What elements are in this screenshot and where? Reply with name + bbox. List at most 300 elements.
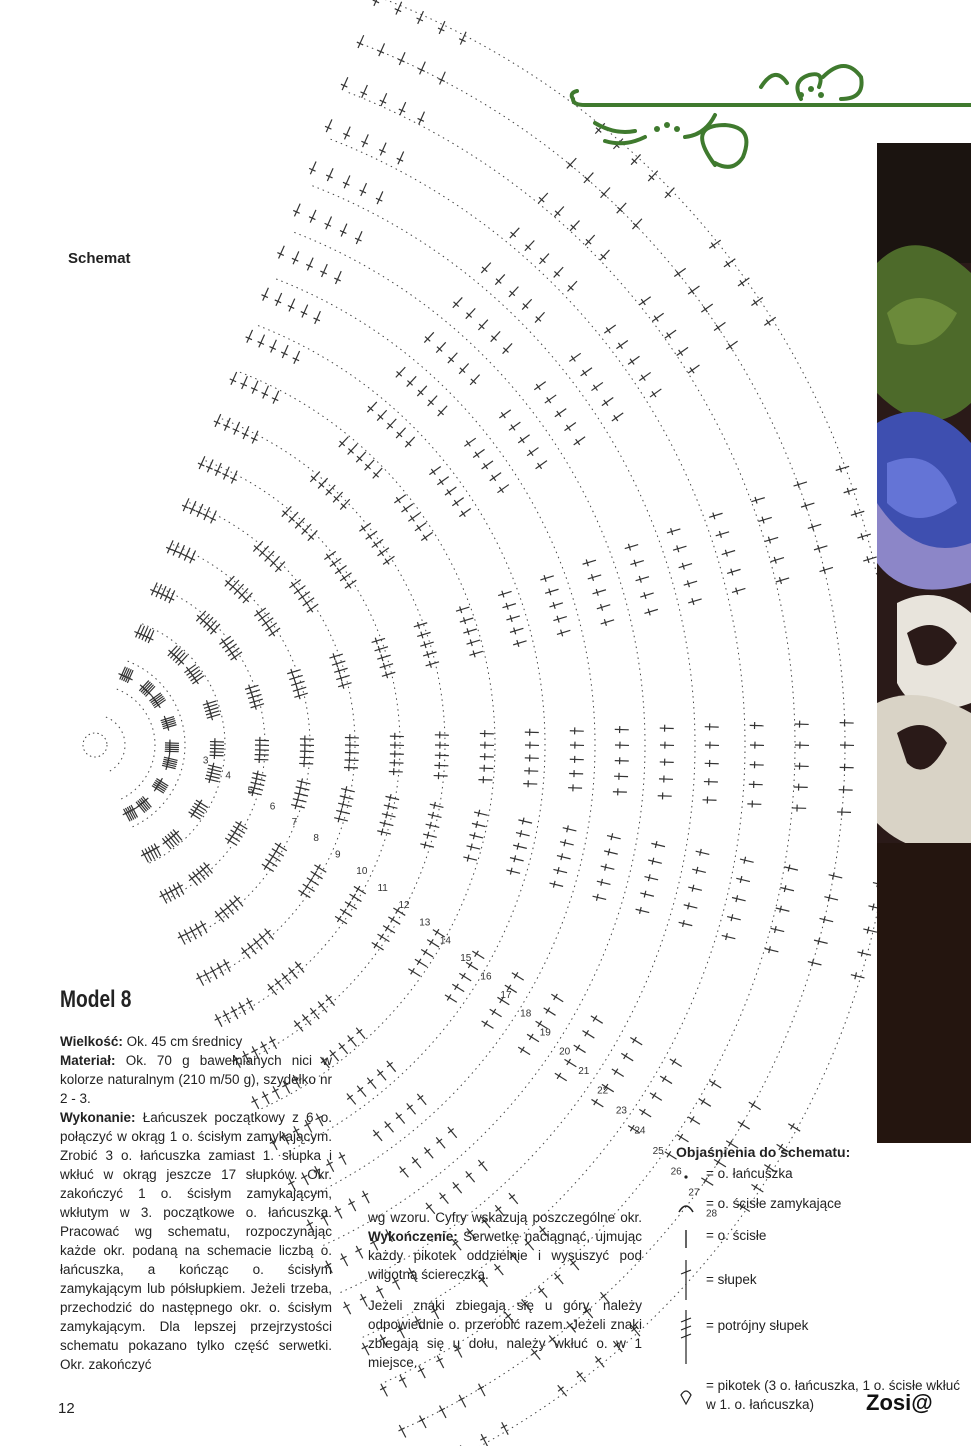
stitch-mark: [167, 540, 173, 553]
stitch-crossbar: [423, 949, 427, 955]
stitch-mark: [151, 583, 157, 596]
stitch-mark: [380, 664, 393, 668]
stitch-crossbar: [546, 1008, 550, 1014]
stitch-mark: [161, 717, 174, 721]
size-label: Wielkość:: [60, 1034, 123, 1049]
stitch-crossbar: [352, 894, 356, 900]
stitch-mark: [593, 896, 607, 899]
stitch-mark: [776, 578, 789, 582]
stitch-mark: [245, 685, 258, 689]
stitch-mark: [335, 1206, 341, 1218]
stitch-mark: [679, 922, 693, 925]
stitch-mark: [206, 711, 219, 715]
stitch-mark: [377, 655, 390, 659]
stitch-mark: [459, 973, 471, 980]
stitch-crossbar: [780, 906, 782, 913]
stitch-mark: [563, 828, 577, 831]
stitch-mark: [252, 778, 266, 781]
stitch-crossbar: [260, 615, 264, 621]
stitch-mark: [363, 1191, 369, 1203]
size-paragraph: [60, 1032, 332, 1051]
stitch-mark: [549, 883, 563, 886]
round-number: 24: [634, 1125, 646, 1137]
stitch-mark: [349, 1199, 355, 1211]
stitch-crossbar: [557, 1073, 561, 1079]
stitch-mark: [857, 534, 870, 538]
stitch-crossbar: [389, 794, 391, 801]
vertical-bar-icon: [676, 1228, 696, 1250]
stitch-crossbar: [298, 790, 300, 797]
stitch-mark: [722, 935, 736, 938]
stitch-mark: [205, 778, 219, 781]
stitch-crossbar: [514, 855, 516, 862]
round-number: 19: [539, 1027, 551, 1039]
stitch-crossbar: [434, 802, 436, 809]
stitch-crossbar: [396, 497, 400, 503]
round-number: 20: [559, 1046, 571, 1058]
stitch-mark: [636, 909, 650, 912]
stitch-crossbar: [593, 385, 597, 391]
stitch-mark: [184, 548, 190, 561]
stitch-mark: [340, 909, 352, 916]
stitch-mark: [234, 422, 240, 435]
stitch-mark: [310, 161, 316, 174]
stitch-mark: [381, 93, 387, 106]
stitch-mark: [824, 897, 838, 900]
stitch-crossbar: [564, 839, 566, 846]
stitch-mark: [336, 810, 350, 813]
stitch-mark: [472, 823, 486, 826]
stitch-crossbar: [431, 469, 435, 475]
stitch-crossbar: [347, 583, 351, 589]
stitch-mark: [358, 35, 364, 48]
stitch-mark: [420, 642, 433, 646]
stitch-mark: [334, 818, 348, 821]
stitch-crossbar: [384, 820, 386, 827]
stitch-crossbar: [585, 1030, 589, 1036]
stitch-mark: [583, 560, 596, 564]
stitch-crossbar: [379, 550, 383, 556]
stitch-mark: [310, 210, 316, 223]
stitch-mark: [163, 723, 176, 727]
stitch-mark: [400, 1375, 406, 1387]
stitch-mark: [377, 191, 383, 204]
stitch-mark: [829, 875, 843, 878]
stitch-mark: [560, 842, 574, 845]
stitch-crossbar: [611, 833, 613, 840]
stitch-mark: [400, 102, 406, 115]
stitch-mark: [467, 640, 480, 644]
stitch-crossbar: [342, 575, 346, 581]
stitch-mark: [709, 1081, 721, 1088]
stitch-mark: [423, 652, 436, 656]
stitch-mark: [276, 293, 282, 306]
stitch-mark: [553, 869, 567, 872]
stitch-mark: [820, 918, 834, 921]
stitch-crossbar: [683, 920, 685, 927]
stitch-crossbar: [374, 942, 378, 948]
stitch-crossbar: [291, 582, 295, 588]
stitch-mark: [479, 1384, 485, 1396]
stitch-mark: [211, 511, 217, 524]
round-number: 22: [597, 1085, 609, 1097]
stitch-mark: [459, 1395, 465, 1407]
stitch-mark: [814, 546, 827, 550]
stitch-crossbar: [601, 879, 603, 886]
round-number: 9: [334, 849, 341, 861]
stitch-crossbar: [672, 1059, 676, 1065]
stitch-crossbar: [267, 625, 271, 631]
stitch-mark: [161, 719, 174, 723]
chain-ring: [291, 232, 645, 1247]
stitch-mark: [625, 545, 638, 549]
model-title: Model 8: [60, 986, 132, 1013]
stitch-crossbar: [301, 890, 305, 896]
stitch-mark: [291, 805, 305, 808]
stitch-mark: [294, 793, 308, 796]
stitch-mark: [771, 928, 785, 931]
stitch-mark: [549, 603, 562, 607]
stitch-crossbar: [510, 868, 512, 875]
stitch-mark: [363, 134, 369, 147]
stitch-mark: [382, 814, 396, 817]
stitch-crossbar: [701, 1099, 705, 1105]
stitch-mark: [593, 590, 606, 594]
stitch-crossbar: [300, 784, 302, 791]
material-paragraph: [60, 1051, 332, 1108]
stitch-mark: [588, 575, 601, 579]
round-number: 17: [500, 989, 512, 1001]
stitch-crossbar: [784, 885, 786, 892]
chain-ring: [117, 689, 155, 800]
stitch-crossbar: [429, 939, 433, 945]
stitch-crossbar: [340, 808, 342, 815]
stitch-mark: [540, 576, 553, 580]
stitch-mark: [740, 859, 754, 862]
stitch-mark: [231, 471, 237, 484]
stitch-crossbar: [380, 934, 384, 940]
stitch-mark: [597, 881, 611, 884]
stitch-crossbar: [547, 397, 551, 403]
stitch-mark: [247, 998, 253, 1010]
stitch-crossbar: [447, 994, 451, 1000]
stitch-crossbar: [461, 511, 465, 517]
stitch-crossbar: [566, 425, 570, 431]
stitch-crossbar: [309, 877, 313, 883]
stitch-crossbar: [520, 830, 522, 837]
stitch-crossbar: [828, 894, 830, 901]
stitch-crossbar: [812, 959, 814, 966]
stitch-crossbar: [867, 927, 869, 934]
stitch-mark: [426, 824, 440, 827]
stitch-crossbar: [688, 903, 690, 910]
stitch-crossbar: [791, 1123, 795, 1129]
stitch-crossbar: [337, 568, 341, 574]
stitch-mark: [287, 670, 300, 674]
stitch-crossbar: [424, 842, 426, 849]
stitch-mark: [510, 628, 523, 632]
stitch-crossbar: [642, 1109, 646, 1115]
stitch-crossbar: [435, 929, 439, 935]
stitch-mark: [160, 586, 166, 599]
stitch-mark: [857, 952, 871, 955]
stitch-mark: [732, 588, 745, 592]
stitch-crossbar: [630, 359, 634, 365]
stitch-mark: [665, 1152, 677, 1159]
stitch-mark: [518, 820, 532, 823]
stitch-crossbar: [538, 1021, 542, 1027]
stitch-mark: [716, 532, 729, 536]
stitch-mark: [297, 781, 311, 784]
stitch-crossbar: [417, 525, 421, 531]
stitch-mark: [467, 846, 481, 849]
stitch-mark: [650, 1093, 662, 1100]
stitch-crossbar: [277, 843, 281, 849]
stitch-mark: [784, 867, 798, 870]
stitch-mark: [482, 1021, 494, 1028]
round-number: 16: [480, 971, 492, 983]
stitch-mark: [294, 204, 300, 217]
stitch-crossbar: [679, 350, 683, 356]
stitch-crossbar: [194, 678, 198, 684]
stitch-crossbar: [561, 853, 563, 860]
stitch-mark: [640, 593, 653, 597]
material-value: Ok. 70 g bawełnianych nici w kolorze naturalnym (210 m/50 g), szydełko nr 2 - 3.: [60, 1053, 332, 1106]
stitch-mark: [601, 620, 614, 624]
stitch-mark: [564, 1059, 576, 1066]
round-number: 4: [225, 770, 231, 782]
stitch-mark: [345, 127, 351, 140]
stitch-mark: [184, 930, 190, 942]
stitch-mark: [344, 1302, 350, 1314]
round-number: 15: [460, 953, 472, 965]
stitch-mark: [463, 857, 477, 860]
stitch-mark: [417, 632, 430, 636]
stitch-mark: [423, 834, 437, 837]
stitch-mark: [340, 1152, 346, 1164]
stitch-crossbar: [475, 951, 479, 957]
stitch-mark: [340, 796, 354, 799]
stitch-crossbar: [833, 872, 835, 879]
stitch-mark: [169, 887, 175, 899]
stitch-mark: [335, 271, 341, 284]
stitch-crossbar: [728, 344, 732, 350]
stitch-mark: [490, 1009, 502, 1016]
round-number: 5: [247, 785, 254, 797]
stitch-mark: [259, 335, 265, 348]
method-label: Wykonanie:: [60, 1110, 136, 1125]
stitch-mark: [780, 887, 794, 890]
note-paragraph: Jeżeli znaki zbiegają się u góry, należy odpowiednie o. przerobić razem. Jeżeli znaki zbiegają się u dołu, należy wkłuć o. w 1 miejsce.: [368, 1298, 642, 1370]
stitch-mark: [388, 917, 400, 924]
stitch-crossbar: [386, 811, 388, 818]
stitch-mark: [445, 995, 457, 1002]
stitch-mark: [863, 929, 877, 932]
stitch-crossbar: [337, 916, 341, 922]
stitch-crossbar: [614, 1069, 618, 1075]
stitch-mark: [420, 62, 426, 75]
stitch-mark: [204, 970, 210, 982]
stitch-mark: [732, 898, 746, 901]
stitch-crossbar: [740, 1121, 744, 1127]
stitch-crossbar: [521, 1047, 525, 1053]
legend-item-treble: [676, 1258, 966, 1302]
method-continuation: [368, 1208, 642, 1284]
stitch-crossbar: [430, 822, 432, 829]
stitch-mark: [612, 1069, 624, 1076]
stitch-mark: [440, 72, 446, 85]
stitch-mark: [545, 589, 558, 593]
round-number: 28: [705, 1208, 718, 1220]
stitch-crossbar: [439, 479, 443, 485]
stitch-crossbar: [209, 776, 211, 783]
stitch-crossbar: [391, 917, 395, 923]
stitch-mark: [419, 112, 425, 125]
stitch-crossbar: [301, 778, 303, 785]
picot-icon: [676, 1376, 696, 1418]
stitch-crossbar: [608, 849, 610, 856]
stitch-crossbar: [652, 858, 654, 865]
stitch-crossbar: [296, 588, 300, 594]
round-number: 13: [419, 917, 431, 929]
stitch-mark: [597, 605, 610, 609]
stitch-crossbar: [654, 316, 658, 322]
stitch-mark: [430, 804, 444, 807]
doily-photo: [877, 143, 971, 1143]
round-number: 12: [398, 900, 410, 912]
stitch-mark: [205, 707, 218, 711]
round-number: 10: [356, 866, 368, 878]
stitch-mark: [506, 616, 519, 620]
stitch-mark: [660, 1076, 672, 1083]
stitch-crossbar: [511, 425, 515, 431]
stitch-mark: [601, 866, 615, 869]
round-number: 18: [520, 1008, 532, 1020]
stitch-mark: [327, 168, 333, 181]
stitch-mark: [463, 629, 476, 633]
stitch-crossbar: [256, 610, 260, 616]
stitch-mark: [315, 311, 321, 324]
stitch-mark: [326, 119, 332, 132]
stitch-mark: [426, 662, 439, 666]
stitch-mark: [298, 890, 310, 897]
stitch-mark: [555, 1073, 567, 1080]
stitch-crossbar: [484, 1021, 488, 1027]
stitch-crossbar: [268, 859, 272, 865]
arc-slip-stitch-icon: [676, 1196, 696, 1218]
stitch-crossbar: [571, 356, 575, 362]
stitch-mark: [808, 962, 822, 965]
stitch-crossbar: [696, 867, 698, 874]
stitch-crossbar: [753, 300, 757, 306]
instructions-column-1: [60, 1032, 332, 1374]
stitch-mark: [557, 630, 570, 634]
stitch-mark: [294, 693, 307, 697]
stitch-mark: [183, 498, 189, 511]
stitch-crossbar: [736, 895, 738, 902]
stitch-crossbar: [410, 516, 414, 522]
stitch-mark: [271, 340, 277, 353]
stitch-mark: [851, 975, 865, 978]
stitch-crossbar: [690, 288, 694, 294]
stitch-mark: [518, 1047, 530, 1054]
stitch-crossbar: [466, 441, 470, 447]
stitch-mark: [758, 517, 771, 521]
stitch-mark: [502, 604, 515, 608]
stitch-mark: [814, 940, 828, 943]
stitch-mark: [636, 577, 649, 581]
stitch-mark: [472, 951, 484, 958]
stitch-crossbar: [690, 1116, 694, 1122]
stitch-crossbar: [711, 243, 715, 249]
treble-icon: [676, 1258, 696, 1302]
stitch-crossbar: [576, 439, 580, 445]
stitch-crossbar: [716, 325, 720, 331]
stitch-crossbar: [385, 925, 389, 931]
stitch-mark: [207, 459, 213, 472]
stitch-crossbar: [478, 810, 480, 817]
stitch-mark: [553, 617, 566, 621]
stitch-mark: [207, 714, 220, 718]
stitch-mark: [607, 836, 621, 839]
stitch-crossbar: [557, 411, 561, 417]
stitch-mark: [684, 905, 698, 908]
start-ring: [83, 733, 107, 757]
legend-text-chain: = o. łańcuszka: [706, 1166, 793, 1181]
stitch-mark: [207, 772, 221, 775]
stitch-mark: [469, 651, 482, 655]
stitch-crossbar: [740, 876, 742, 883]
stitch-crossbar: [775, 926, 777, 933]
stitch-mark: [332, 661, 345, 665]
signature: Zosi@: [866, 1390, 933, 1415]
stitch-mark: [460, 618, 473, 622]
stitch-mark: [498, 591, 511, 595]
stitch-mark: [382, 672, 395, 676]
stitch-crossbar: [640, 907, 642, 914]
stitch-crossbar: [191, 811, 195, 817]
stitch-mark: [326, 217, 332, 230]
stitch-mark: [249, 699, 262, 703]
stitch-mark: [381, 1384, 387, 1396]
stitch-mark: [206, 775, 220, 778]
stitch-mark: [216, 1014, 222, 1026]
stitch-mark: [224, 467, 230, 480]
stitch-mark: [591, 1099, 603, 1106]
stitch-mark: [231, 372, 237, 385]
stitch-crossbar: [652, 391, 656, 397]
stitch-crossbar: [297, 796, 299, 803]
stitch-mark: [293, 799, 307, 802]
stitch-crossbar: [648, 874, 650, 881]
stitch-mark: [385, 796, 399, 799]
stitch-mark: [428, 814, 442, 817]
stitch-crossbar: [605, 864, 607, 871]
stitch-crossbar: [342, 801, 344, 808]
stitch-mark: [231, 1007, 237, 1019]
stitch-mark: [307, 258, 313, 271]
stitch-crossbar: [388, 803, 390, 810]
stitch-crossbar: [368, 534, 372, 540]
chain-ring: [173, 545, 310, 942]
stitch-mark: [574, 1045, 586, 1052]
stitch-crossbar: [381, 829, 383, 836]
stitch-mark: [776, 908, 790, 911]
stitch-mark: [215, 414, 221, 427]
stitch-mark: [591, 1016, 603, 1023]
stitch-mark: [788, 1124, 800, 1131]
stitch-crossbar: [667, 1151, 671, 1157]
